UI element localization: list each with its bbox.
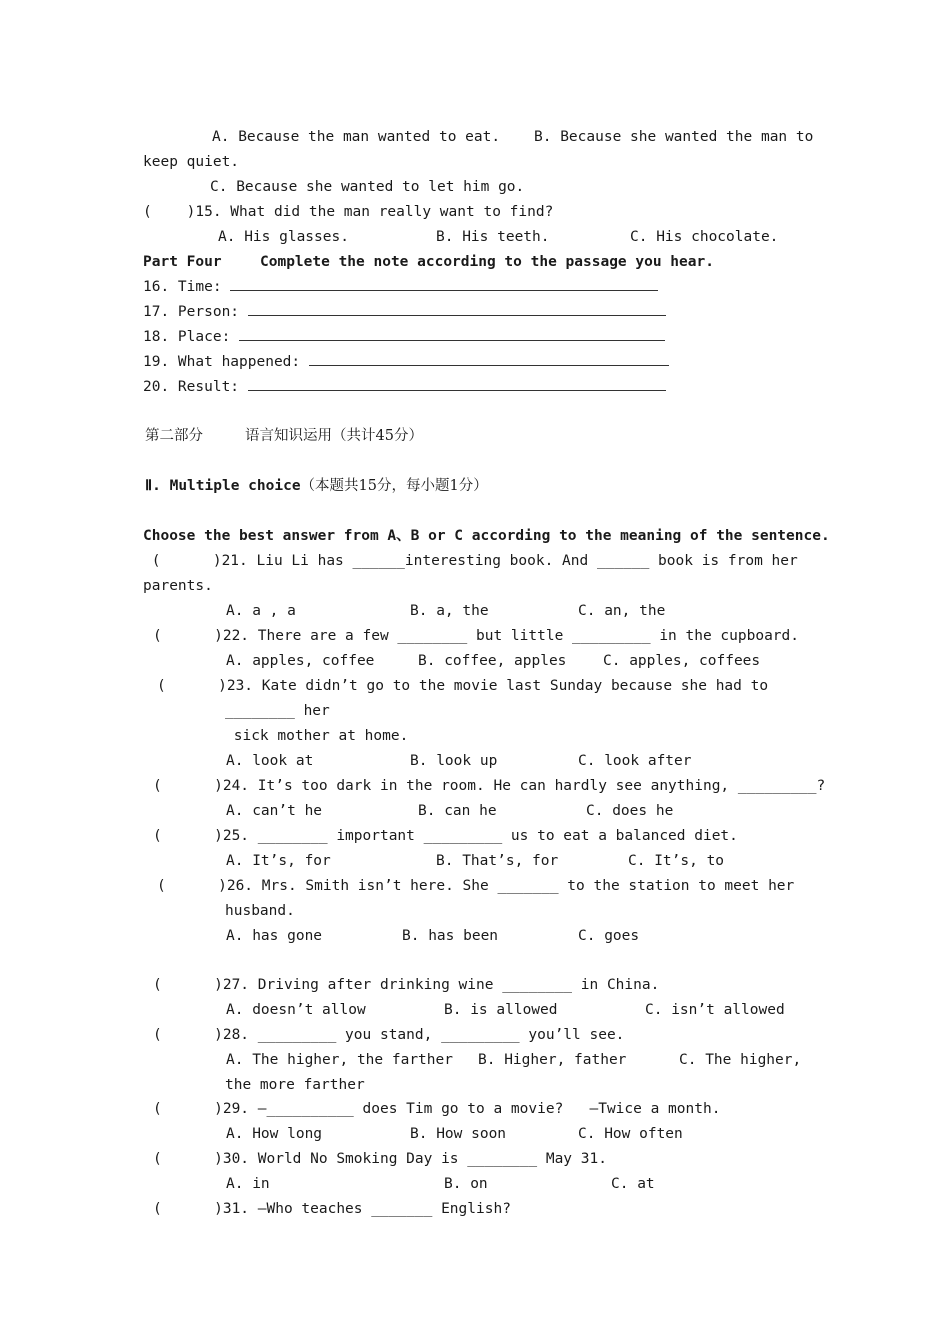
q27-option-c: C. isn’t allowed bbox=[645, 1002, 785, 1018]
q29-option-b: B. How soon bbox=[410, 1126, 507, 1142]
q14-option-a: A. Because the man wanted to eat. bbox=[212, 129, 501, 145]
q26-option-c: C. goes bbox=[578, 928, 640, 944]
q21-stem-continued: parents. bbox=[143, 578, 213, 594]
q23-stem: ( )23. Kate didn’t go to the movie last Sunday because she had to bbox=[157, 678, 769, 694]
q15-option-a: A. His glasses. bbox=[218, 229, 349, 245]
answer-blank[interactable] bbox=[230, 277, 658, 291]
section-mc-heading: Ⅱ. Multiple choice（本题共15分，每小题1分） bbox=[145, 478, 488, 494]
q25-option-b: B. That’s, for bbox=[436, 853, 559, 869]
q28-stem: ( )28. _________ you stand, _________ you’ll see. bbox=[153, 1027, 625, 1043]
q27-option-a: A. doesn’t allow bbox=[226, 1002, 366, 1018]
q14-option-b: B. Because she wanted the man to bbox=[534, 129, 814, 145]
q31-stem: ( )31. —Who teaches _______ English? bbox=[153, 1201, 511, 1217]
section-mc-instruction: Choose the best answer from A、B or C according to the meaning of the sentence. bbox=[143, 528, 830, 544]
q25-option-c: C. It’s, to bbox=[628, 853, 725, 869]
q15-stem: ( )15. What did the man really want to find? bbox=[143, 204, 554, 220]
note-item-result: 20. Result: bbox=[143, 377, 666, 397]
q22-stem: ( )22. There are a few ________ but little _________ in the cupboard. bbox=[153, 628, 800, 644]
note-item-time: 16. Time: bbox=[143, 277, 658, 297]
q29-stem: ( )29. —__________ does Tim go to a movie? —Twice a month. bbox=[153, 1101, 721, 1117]
q26-stem-continued: husband. bbox=[225, 903, 295, 919]
q21-stem: ( )21. Liu Li has ______interesting book. And ______ book is from her bbox=[143, 553, 798, 569]
note-item-person: 17. Person: bbox=[143, 302, 666, 322]
q15-option-b: B. His teeth. bbox=[436, 229, 550, 245]
note-item-place: 18. Place: bbox=[143, 327, 665, 347]
q21-option-b: B. a, the bbox=[410, 603, 489, 619]
q23-option-c: C. look after bbox=[578, 753, 692, 769]
q24-stem: ( )24. It’s too dark in the room. He can hardly see anything, _________? bbox=[153, 778, 826, 794]
q14-option-c: C. Because she wanted to let him go. bbox=[210, 179, 525, 195]
section-two-title: 第二部分 bbox=[145, 428, 203, 444]
q23-option-a: A. look at bbox=[226, 753, 314, 769]
q25-stem: ( )25. ________ important _________ us to eat a balanced diet. bbox=[153, 828, 738, 844]
q26-option-a: A. has gone bbox=[226, 928, 323, 944]
q30-stem: ( )30. World No Smoking Day is ________ May 31. bbox=[153, 1151, 607, 1167]
q25-option-a: A. It’s, for bbox=[226, 853, 331, 869]
answer-blank[interactable] bbox=[309, 352, 669, 366]
q29-option-a: A. How long bbox=[226, 1126, 323, 1142]
part-four-title: Part Four bbox=[143, 254, 222, 270]
q30-option-c: C. at bbox=[611, 1176, 655, 1192]
q24-option-c: C. does he bbox=[586, 803, 674, 819]
q27-stem: ( )27. Driving after drinking wine ________ in China. bbox=[153, 977, 660, 993]
q21-option-c: C. an, the bbox=[578, 603, 666, 619]
q22-option-c: C. apples, coffees bbox=[603, 653, 761, 669]
q24-option-a: A. can’t he bbox=[226, 803, 323, 819]
answer-blank[interactable] bbox=[248, 302, 666, 316]
q24-option-b: B. can he bbox=[418, 803, 497, 819]
q21-option-a: A. a , a bbox=[226, 603, 296, 619]
q27-option-b: B. is allowed bbox=[444, 1002, 558, 1018]
q30-option-a: A. in bbox=[226, 1176, 270, 1192]
q22-option-b: B. coffee, apples bbox=[418, 653, 567, 669]
answer-blank[interactable] bbox=[248, 377, 666, 391]
q23-stem-continued-2: sick mother at home. bbox=[225, 728, 409, 744]
part-four-instruction: Complete the note according to the passage you hear. bbox=[260, 254, 714, 270]
q22-option-a: A. apples, coffee bbox=[226, 653, 375, 669]
q26-stem: ( )26. Mrs. Smith isn’t here. She _______ to the station to meet her bbox=[157, 878, 795, 894]
q14-option-b-continued: keep quiet. bbox=[143, 154, 240, 170]
q23-option-b: B. look up bbox=[410, 753, 498, 769]
note-item-what-happened: 19. What happened: bbox=[143, 352, 669, 372]
q28-option-a: A. The higher, the farther bbox=[226, 1052, 453, 1068]
q23-stem-continued: ________ her bbox=[225, 703, 330, 719]
q28-option-b: B. Higher, father bbox=[478, 1052, 627, 1068]
q28-option-c-continued: the more farther bbox=[225, 1077, 365, 1093]
q28-option-c: C. The higher, bbox=[679, 1052, 802, 1068]
section-two-subtitle: 语言知识运用（共计45分） bbox=[245, 428, 423, 444]
q30-option-b: B. on bbox=[444, 1176, 488, 1192]
q26-option-b: B. has been bbox=[402, 928, 499, 944]
answer-blank[interactable] bbox=[239, 327, 665, 341]
q15-option-c: C. His chocolate. bbox=[630, 229, 779, 245]
q29-option-c: C. How often bbox=[578, 1126, 683, 1142]
